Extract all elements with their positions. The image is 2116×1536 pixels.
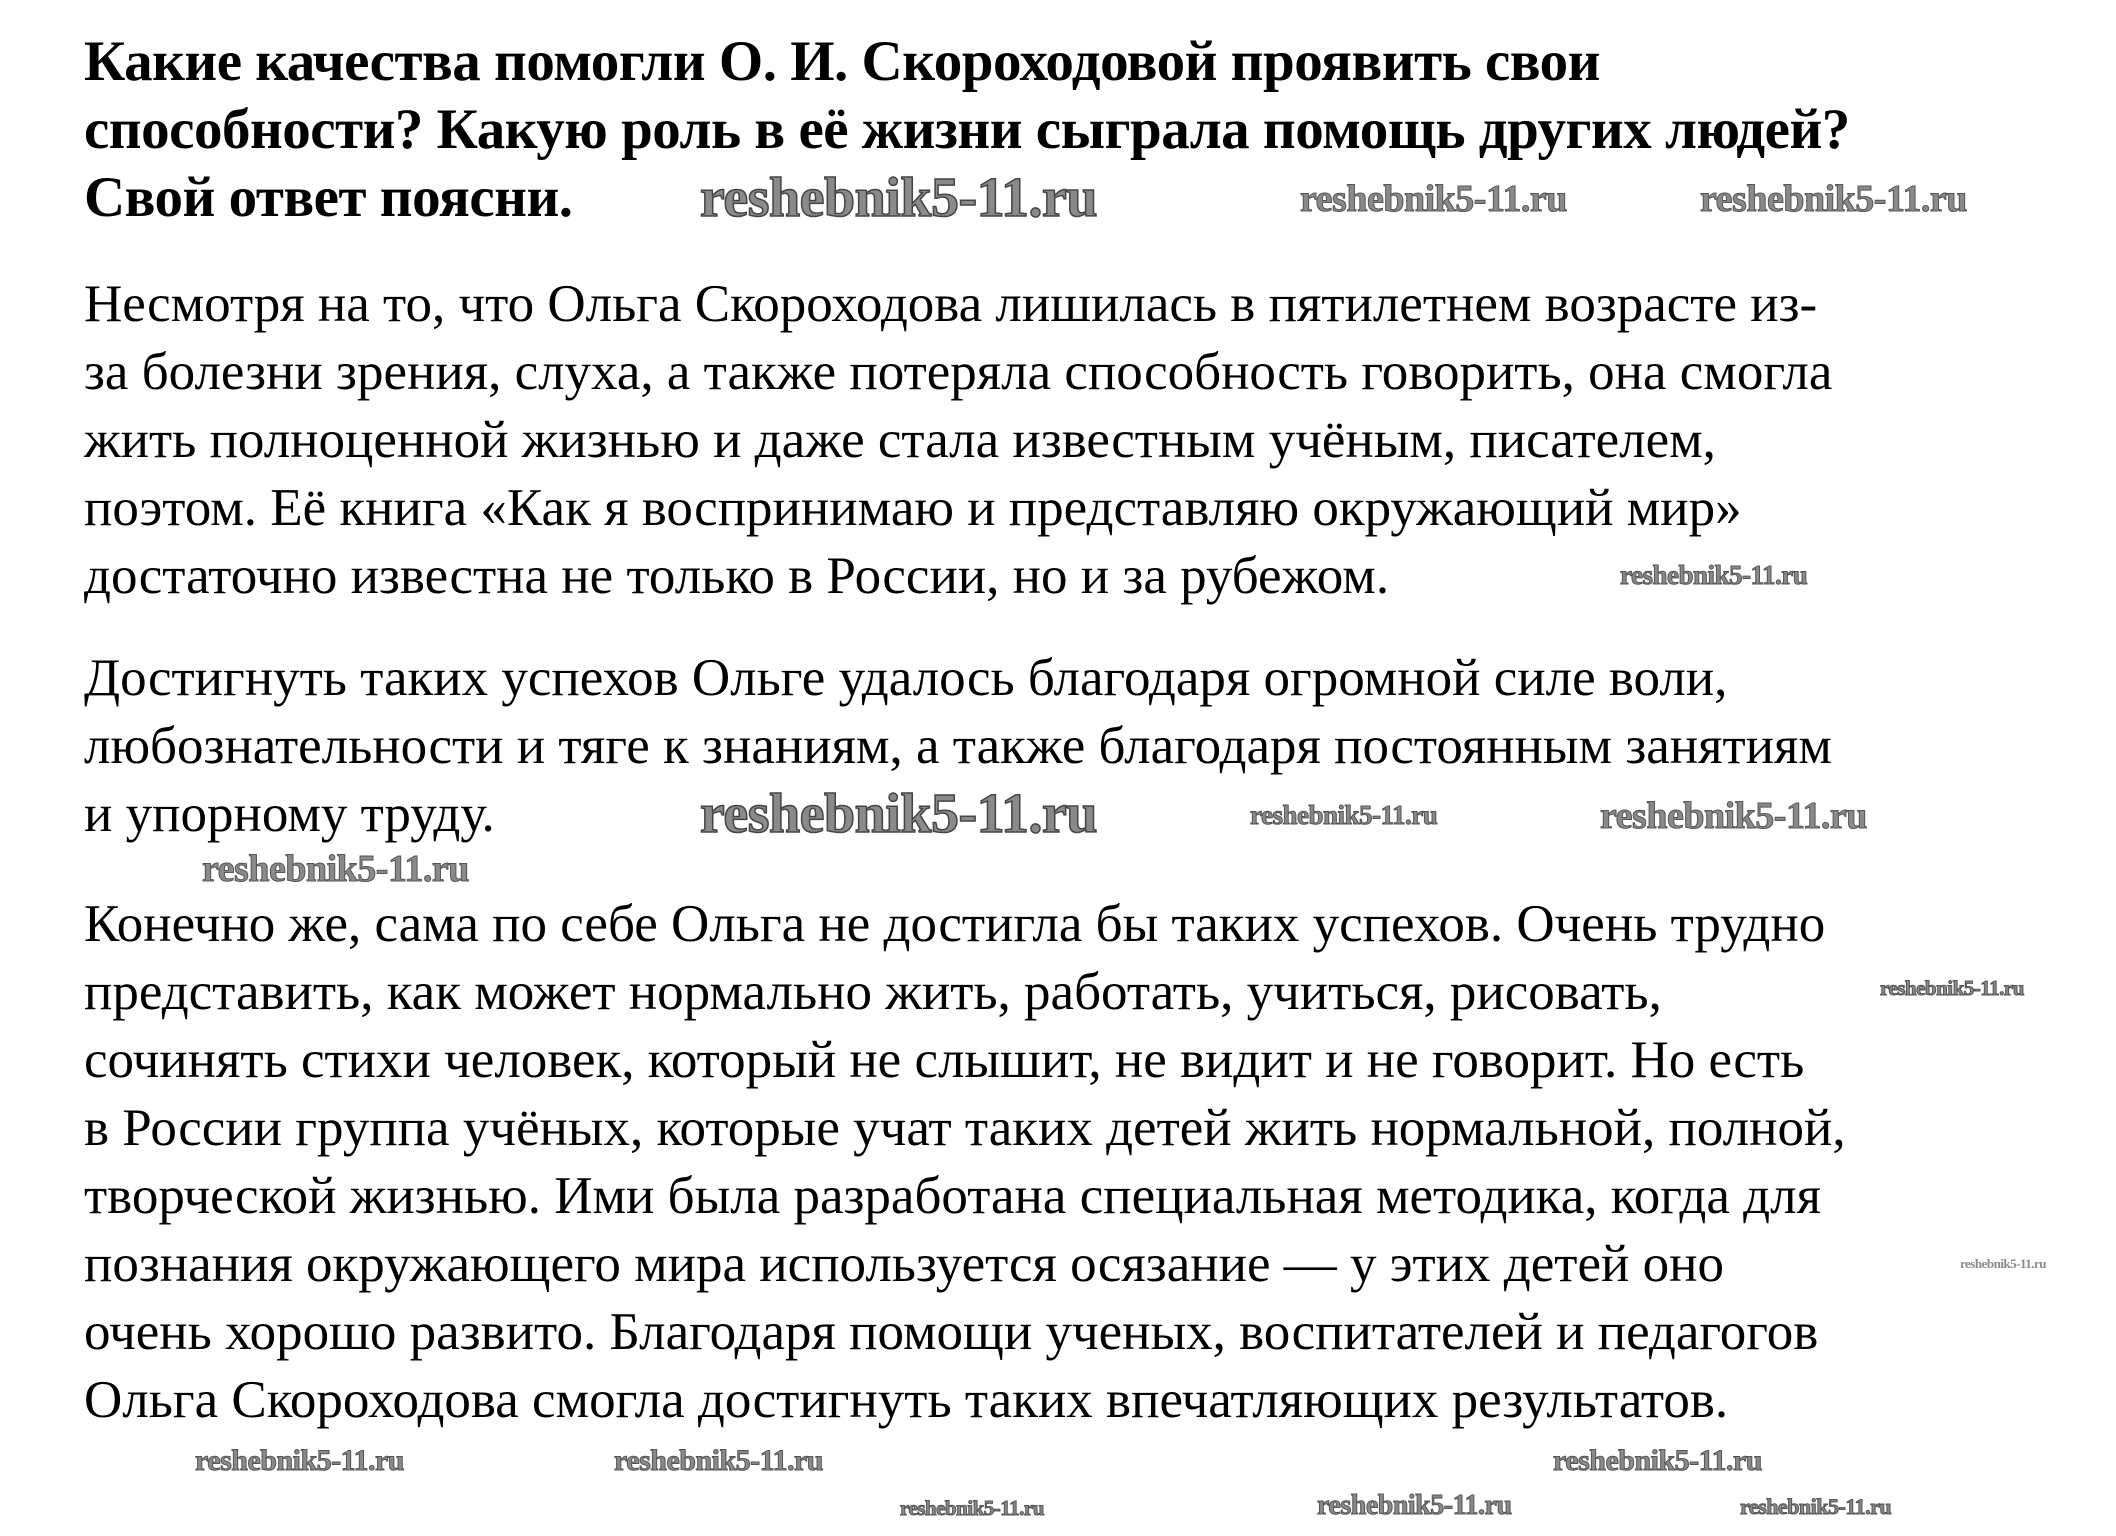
watermark: reshebnik5-11.ru (900, 1496, 1044, 1520)
text-line: Достигнуть таких успехов Ольге удалось благодаря огромной силе воли, (84, 649, 1728, 707)
watermark: reshebnik5-11.ru (1317, 1490, 1512, 1521)
watermark: reshebnik5-11.ru (614, 1444, 823, 1477)
watermark: reshebnik5-11.ru (1250, 800, 1438, 830)
text-line: за болезни зрения, слуха, а также потеряла способность говорить, она смогла (84, 343, 1833, 401)
watermark: reshebnik5-11.ru (1880, 976, 2024, 1000)
text-line: творческой жизнью. Ими была разработана специальная методика, когда для (84, 1167, 1821, 1225)
text-line: представить, как может нормально жить, работать, учиться, рисовать, (84, 963, 1662, 1021)
watermark: reshebnik5-11.ru (195, 1444, 404, 1477)
title-line: способности? Какую роль в её жизни сыграла помощь других людей? (84, 98, 1850, 161)
watermark: reshebnik5-11.ru (1300, 178, 1567, 220)
text-line: жить полноценной жизнью и даже стала известным учёным, писателем, (84, 411, 1716, 469)
watermark: reshebnik5-11.ru (202, 848, 469, 890)
watermark: reshebnik5-11.ru (1600, 795, 1867, 837)
text-line: поэтом. Её книга «Как я воспринимаю и представляю окружающий мир» (84, 479, 1742, 537)
text-line: любознательности и тяге к знаниям, а также благодаря постоянным занятиям (84, 717, 1832, 775)
watermark: reshebnik5-11.ru (1553, 1444, 1762, 1477)
text-line: сочинять стихи человек, который не слышит, не видит и не говорит. Но есть (84, 1031, 1805, 1089)
text-line: в России группа учёных, которые учат таких детей жить нормальной, полной, (84, 1099, 1846, 1157)
text-line: очень хорошо развито. Благодаря помощи ученых, воспитателей и педагогов (84, 1303, 1819, 1361)
watermark: reshebnik5-11.ru (1740, 1494, 1892, 1519)
text-line: Ольга Скороходова смогла достигнуть таких впечатляющих результатов. (84, 1371, 1729, 1429)
text-line: Конечно же, сама по себе Ольга не достигла бы таких успехов. Очень трудно (84, 895, 1826, 953)
watermark: reshebnik5-11.ru (700, 783, 1098, 845)
text-line: познания окружающего мира используется осязание — у этих детей оно (84, 1235, 1724, 1293)
title-line: Свой ответ поясни. (84, 166, 573, 229)
watermark: reshebnik5-11.ru (1700, 178, 1967, 220)
watermark: reshebnik5-11.ru (1620, 560, 1808, 590)
text-line: Несмотря на то, что Ольга Скороходова лишилась в пятилетнем возрасте из- (84, 275, 1818, 333)
watermark: reshebnik5-11.ru (1960, 1256, 2047, 1271)
watermark: reshebnik5-11.ru (700, 167, 1098, 229)
text-line: достаточно известна не только в России, но и за рубежом. (84, 547, 1390, 605)
title-line: Какие качества помогли О. И. Скороходовой проявить свои (84, 30, 1601, 93)
text-line: и упорному труду. (84, 785, 495, 843)
